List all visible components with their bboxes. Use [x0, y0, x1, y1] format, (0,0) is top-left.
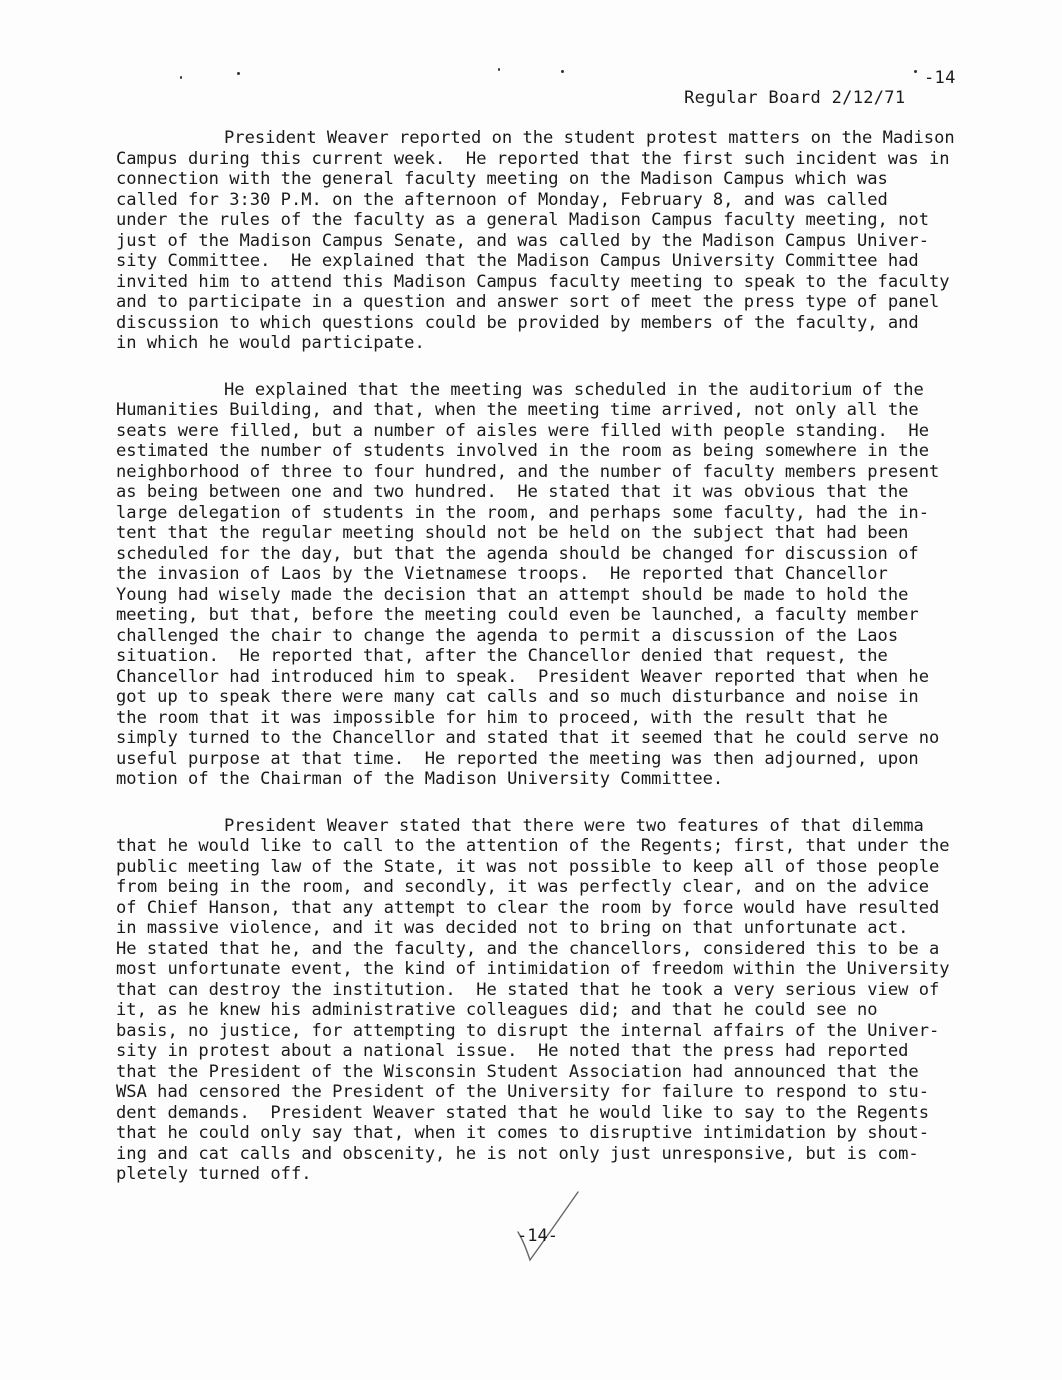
- text-line: Humanities Building, and that, when the meeting time arrived, not only all the: [116, 400, 919, 420]
- text-line: useful purpose at that time. He reported the meeting was then adjourned, upon: [116, 748, 919, 769]
- scan-speck: [561, 70, 564, 73]
- scan-speck: [237, 72, 240, 75]
- text-line: got up to speak there were many cat calls and so much disturbance and noise in: [116, 687, 919, 707]
- text-line: Young had wisely made the decision that an attempt should be made to hold the: [116, 584, 909, 605]
- text-line: motion of the Chairman of the Madison University Committee.: [116, 769, 724, 789]
- text-line: that the President of the Wisconsin Student Association had announced that the: [116, 1061, 919, 1082]
- header-title: Regular Board 2/12/71: [684, 88, 906, 108]
- text-line: sity in protest about a national issue. He noted that the press had reported: [116, 1041, 909, 1061]
- text-line: from being in the room, and secondly, it was perfectly clear, and on the advice: [116, 877, 930, 897]
- text-line: of Chief Hanson, that any attempt to clear the room by force would have resulted: [116, 897, 940, 918]
- page-footer-marker: -14-: [517, 1226, 558, 1246]
- text-line: under the rules of the faculty as a general Madison Campus faculty meeting, not: [116, 210, 930, 230]
- text-line: challenged the chair to change the agenda to permit a discussion of the Laos: [116, 625, 899, 646]
- text-line: public meeting law of the State, it was not possible to keep all of those people: [116, 856, 940, 877]
- paragraph: [116, 128, 976, 354]
- text-line: discussion to which questions could be provided by members of the faculty, and: [116, 312, 919, 333]
- text-line: the invasion of Laos by the Vietnamese troops. He reported that Chancellor: [116, 564, 888, 584]
- text-line: the room that it was impossible for him to proceed, with the result that he: [116, 707, 888, 728]
- text-line: it, as he knew his administrative colleagues did; and that he could see no: [116, 1000, 878, 1020]
- text-line: He stated that he, and the faculty, and the chancellors, considered this to be a: [116, 938, 940, 959]
- text-line: seats were filled, but a number of aisles were filled with people standing. He: [116, 420, 930, 441]
- text-line: basis, no justice, for attempting to disrupt the internal affairs of the Univer-: [116, 1020, 940, 1041]
- text-line: dent demands. President Weaver stated that he would like to say to the Regents: [116, 1102, 930, 1123]
- checkmark-icon: [508, 1180, 598, 1270]
- text-line: tent that the regular meeting should not be held on the subject that had been: [116, 523, 909, 543]
- header-page-number: -14: [924, 68, 956, 88]
- text-line: in massive violence, and it was decided not to bring on that unfortunate act.: [116, 918, 909, 938]
- paragraph: [116, 380, 976, 790]
- text-line: as being between one and two hundred. He stated that it was obvious that the: [116, 482, 909, 502]
- text-line: situation. He reported that, after the Chancellor denied that request, the: [116, 646, 888, 666]
- text-line: He explained that the meeting was scheduled in the auditorium of the: [224, 379, 924, 400]
- scan-speck: [180, 76, 182, 79]
- text-line: that he could only say that, when it comes to disruptive intimidation by shout-: [116, 1123, 930, 1143]
- text-line: WSA had censored the President of the University for failure to respond to stu-: [116, 1082, 930, 1102]
- text-line: connection with the general faculty meeting on the Madison Campus which was: [116, 169, 888, 189]
- text-line: just of the Madison Campus Senate, and was called by the Madison Campus Univer-: [116, 230, 930, 251]
- text-line: that he would like to call to the attention of the Regents; first, that under the: [116, 836, 950, 856]
- text-line: simply turned to the Chancellor and stated that it seemed that he could serve no: [116, 728, 940, 748]
- text-line: neighborhood of three to four hundred, and the number of faculty members present: [116, 461, 940, 482]
- text-line: Chancellor had introduced him to speak. President Weaver reported that when he: [116, 666, 930, 687]
- text-line: that can destroy the institution. He stated that he took a very serious view of: [116, 979, 940, 1000]
- text-line: President Weaver reported on the student protest matters on the Madison: [224, 128, 955, 148]
- text-line: scheduled for the day, but that the agenda should be changed for discussion of: [116, 543, 919, 564]
- text-line: pletely turned off.: [116, 1164, 312, 1184]
- text-line: invited him to attend this Madison Campus faculty meeting to speak to the faculty: [116, 271, 950, 292]
- text-line: in which he would participate.: [116, 333, 425, 353]
- text-line: President Weaver stated that there were two features of that dilemma: [224, 815, 924, 836]
- text-line: large delegation of students in the room, and perhaps some faculty, had the in-: [116, 502, 930, 523]
- text-line: and to participate in a question and answer sort of meet the press type of panel: [116, 292, 940, 312]
- text-line: Campus during this current week. He reported that the first such incident was in: [116, 148, 950, 169]
- text-line: ing and cat calls and obscenity, he is not only just unresponsive, but is com-: [116, 1143, 919, 1164]
- text-line: estimated the number of students involved in the room as being somewhere in the: [116, 441, 930, 461]
- text-line: sity Committee. He explained that the Madison Campus University Committee had: [116, 251, 919, 271]
- scan-speck: [914, 70, 917, 73]
- text-line: most unfortunate event, the kind of intimidation of freedom within the University: [116, 959, 950, 979]
- scan-speck: [498, 68, 500, 71]
- text-line: called for 3:30 P.M. on the afternoon of Monday, February 8, and was called: [116, 189, 888, 210]
- text-line: meeting, but that, before the meeting could even be launched, a faculty member: [116, 605, 919, 625]
- document-body: [116, 128, 976, 1211]
- paragraph: [116, 816, 976, 1185]
